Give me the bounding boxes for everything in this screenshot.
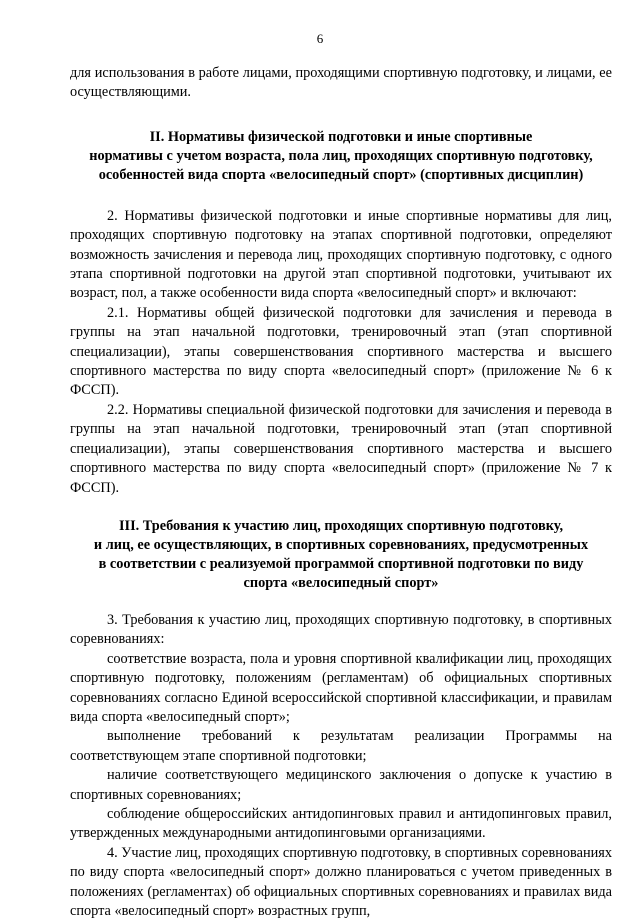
paragraph-3: 3. Требования к участию лиц, проходящих спортивную подготовку, в спортивных соревнованиях: <box>70 611 612 648</box>
section-3-heading <box>70 517 612 593</box>
paragraph-2-1: 2.1. Нормативы общей физической подготовки для зачисления и перевода в группы на этап начальной подготовки, тренировочный этап (этап спортивной специализации), этапы совершенствования спортивного мастерства и высшего спортивного мастерства по виду спорта «велосипедный спорт» (приложение № 6 к ФССП). <box>70 304 612 399</box>
heading-line: нормативы с учетом возраста, пола лиц, проходящих спортивную подготовку, <box>89 147 593 164</box>
requirement-medical-certificate: наличие соответствующего медицинского заключения о допуске к участию в спортивных соревнованиях; <box>70 767 612 803</box>
paragraph-4: 4. Участие лиц, проходящих спортивную подготовку, в спортивных соревнованиях по виду спорта «велосипедный спорт» должно планироваться с учетом приведенных в положениях (регламентах) об официальных спортивных соревнованиях и правилах вида спорта «велосипедный спорт» возрастных групп, <box>70 844 612 919</box>
document-body <box>70 64 612 921</box>
section-2-heading <box>70 128 612 185</box>
intro-paragraph: для использования в работе лицами, проходящими спортивную подготовку, и лицами, ее осуществляющими. <box>70 65 612 101</box>
requirement-program-results: выполнение требований к результатам реализации Программы на соответствующем этапе спортивной подготовки; <box>70 728 612 764</box>
heading-line: спорта «велосипедный спорт» <box>243 574 439 591</box>
heading-line: в соответствии с реализуемой программой спортивной подготовки по виду <box>98 555 584 572</box>
requirement-antidoping: соблюдение общероссийских антидопинговых правил и антидопинговых правил, утвержденных международными антидопинговыми организациями. <box>70 805 612 842</box>
paragraph-2-2: 2.2. Нормативы специальной физической подготовки для зачисления и перевода в группы на этап начальной подготовки, тренировочный этап (этап спортивной специализации), этапы совершенствования спортивного мастерства и высшего спортивного мастерства по виду спорта «велосипедный спорт» (приложение № 7 к ФССП). <box>70 401 612 496</box>
heading-line: и лиц, ее осуществляющих, в спортивных соревнованиях, предусмотренных <box>93 536 589 553</box>
requirement-age-sex-qualification: соответствие возраста, пола и уровня спортивной квалификации лиц, проходящих спортивную подготовку, положениям (регламентам) об официальных спортивных соревнованиях согласно Единой всероссийской спортивной классификации, и правилам вида спорта «велосипедный спорт»; <box>70 650 612 725</box>
page-number: 6 <box>316 31 324 46</box>
paragraph-2: 2. Нормативы физической подготовки и иные спортивные нормативы для лиц, проходящих спортивную подготовку на этапах спортивной подготовки, определяют возможность зачисления и перевода лиц, проходящих спортивную подготовку, с одного этапа спортивной подготовки на другой этап спортивной подготовки, учитывают их возраст, пол, а также особенности вида спорта «велосипедный спорт» и включают: <box>70 207 612 302</box>
heading-line: особенностей вида спорта «велосипедный спорт» (спортивных дисциплин) <box>98 166 584 183</box>
heading-line: II. Нормативы физической подготовки и иные спортивные <box>149 128 533 145</box>
heading-line: III. Требования к участию лиц, проходящих спортивную подготовку, <box>118 517 564 534</box>
